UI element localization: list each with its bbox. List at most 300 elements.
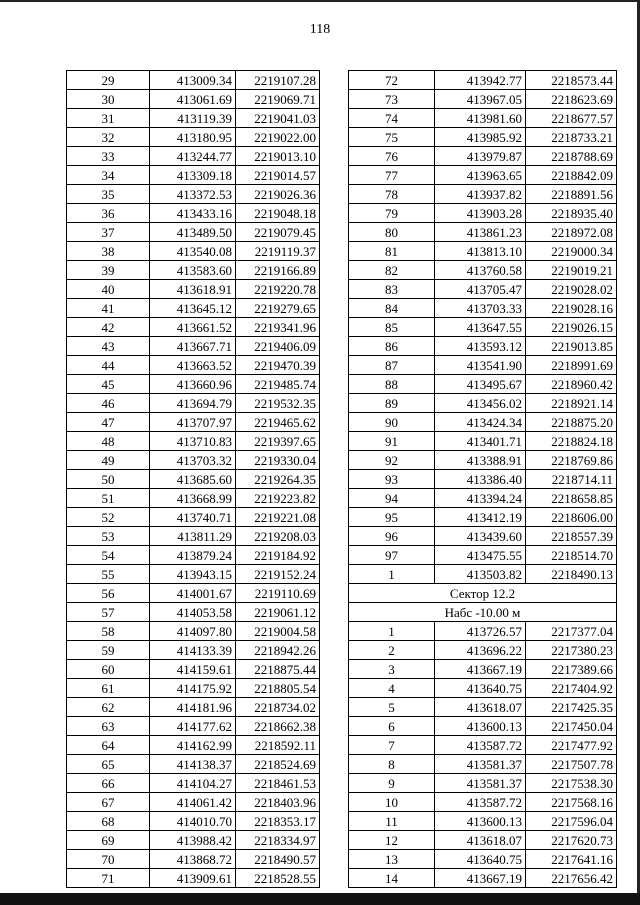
y-coordinate-cell: 2218769.86 xyxy=(526,451,617,470)
x-coordinate-cell: 413541.90 xyxy=(435,356,526,375)
table-row xyxy=(67,147,320,166)
point-number-cell: 96 xyxy=(349,527,435,546)
x-coordinate-cell: 413967.05 xyxy=(435,90,526,109)
table-row xyxy=(349,793,617,812)
point-number-cell: 51 xyxy=(67,489,150,508)
y-coordinate-cell: 2219028.02 xyxy=(526,280,617,299)
y-coordinate-cell: 2218606.00 xyxy=(526,508,617,527)
x-coordinate-cell: 413903.28 xyxy=(435,204,526,223)
table-row xyxy=(67,204,320,223)
x-coordinate-cell: 413587.72 xyxy=(435,736,526,755)
point-number-cell: 95 xyxy=(349,508,435,527)
y-coordinate-cell: 2218623.69 xyxy=(526,90,617,109)
point-number-cell: 2 xyxy=(349,641,435,660)
x-coordinate-cell: 414001.67 xyxy=(150,584,236,603)
point-number-cell: 1 xyxy=(349,622,435,641)
y-coordinate-cell: 2219279.65 xyxy=(236,299,320,318)
point-number-cell: 84 xyxy=(349,299,435,318)
y-coordinate-cell: 2218403.96 xyxy=(236,793,320,812)
point-number-cell: 53 xyxy=(67,527,150,546)
y-coordinate-cell: 2219014.57 xyxy=(236,166,320,185)
table-row xyxy=(67,337,320,356)
point-number-cell: 71 xyxy=(67,869,150,888)
x-coordinate-cell: 414061.42 xyxy=(150,793,236,812)
y-coordinate-cell: 2218921.14 xyxy=(526,394,617,413)
y-coordinate-cell: 2217380.23 xyxy=(526,641,617,660)
point-number-cell: 50 xyxy=(67,470,150,489)
point-number-cell: 70 xyxy=(67,850,150,869)
y-coordinate-cell: 2218788.69 xyxy=(526,147,617,166)
table-row xyxy=(349,261,617,280)
table-row xyxy=(349,204,617,223)
table-row xyxy=(349,394,617,413)
table-row xyxy=(349,223,617,242)
table-row xyxy=(349,432,617,451)
table-row xyxy=(349,736,617,755)
table-row xyxy=(349,109,617,128)
y-coordinate-cell: 2219022.00 xyxy=(236,128,320,147)
coordinates-table-right xyxy=(348,70,617,888)
point-number-cell: 37 xyxy=(67,223,150,242)
y-coordinate-cell: 2219166.89 xyxy=(236,261,320,280)
point-number-cell: 52 xyxy=(67,508,150,527)
point-number-cell: 11 xyxy=(349,812,435,831)
x-coordinate-cell: 413861.23 xyxy=(435,223,526,242)
point-number-cell: 49 xyxy=(67,451,150,470)
point-number-cell: 36 xyxy=(67,204,150,223)
point-number-cell: 60 xyxy=(67,660,150,679)
point-number-cell: 92 xyxy=(349,451,435,470)
point-number-cell: 7 xyxy=(349,736,435,755)
table-row xyxy=(349,622,617,641)
point-number-cell: 38 xyxy=(67,242,150,261)
table-row xyxy=(349,470,617,489)
table-row xyxy=(67,755,320,774)
y-coordinate-cell: 2219220.78 xyxy=(236,280,320,299)
table-row xyxy=(67,679,320,698)
y-coordinate-cell: 2218733.21 xyxy=(526,128,617,147)
table-row xyxy=(67,546,320,565)
x-coordinate-cell: 413495.67 xyxy=(435,375,526,394)
x-coordinate-cell: 413583.60 xyxy=(150,261,236,280)
table-row xyxy=(349,698,617,717)
table-row xyxy=(349,546,617,565)
x-coordinate-cell: 413244.77 xyxy=(150,147,236,166)
y-coordinate-cell: 2218991.69 xyxy=(526,356,617,375)
table-row xyxy=(349,869,617,888)
x-coordinate-cell: 413981.60 xyxy=(435,109,526,128)
y-coordinate-cell: 2219221.08 xyxy=(236,508,320,527)
table-row xyxy=(349,565,617,584)
y-coordinate-cell: 2219465.62 xyxy=(236,413,320,432)
y-coordinate-cell: 2219004.58 xyxy=(236,622,320,641)
x-coordinate-cell: 413309.18 xyxy=(150,166,236,185)
y-coordinate-cell: 2219079.45 xyxy=(236,223,320,242)
x-coordinate-cell: 413663.52 xyxy=(150,356,236,375)
point-number-cell: 94 xyxy=(349,489,435,508)
point-number-cell: 62 xyxy=(67,698,150,717)
table-row xyxy=(349,508,617,527)
x-coordinate-cell: 413424.34 xyxy=(435,413,526,432)
y-coordinate-cell: 2219061.12 xyxy=(236,603,320,622)
x-coordinate-cell: 413685.60 xyxy=(150,470,236,489)
x-coordinate-cell: 413412.19 xyxy=(435,508,526,527)
table-row xyxy=(67,774,320,793)
x-coordinate-cell: 413647.55 xyxy=(435,318,526,337)
point-number-cell: 74 xyxy=(349,109,435,128)
point-number-cell: 46 xyxy=(67,394,150,413)
x-coordinate-cell: 413009.34 xyxy=(150,71,236,90)
y-coordinate-cell: 2219119.37 xyxy=(236,242,320,261)
y-coordinate-cell: 2219184.92 xyxy=(236,546,320,565)
x-coordinate-cell: 414010.70 xyxy=(150,812,236,831)
y-coordinate-cell: 2219026.15 xyxy=(526,318,617,337)
table-row xyxy=(67,508,320,527)
x-coordinate-cell: 413386.40 xyxy=(435,470,526,489)
x-coordinate-cell: 413985.92 xyxy=(435,128,526,147)
point-number-cell: 82 xyxy=(349,261,435,280)
table-row xyxy=(349,831,617,850)
y-coordinate-cell: 2217568.16 xyxy=(526,793,617,812)
table-row xyxy=(67,641,320,660)
point-number-cell: 83 xyxy=(349,280,435,299)
x-coordinate-cell: 413661.52 xyxy=(150,318,236,337)
point-number-cell: 4 xyxy=(349,679,435,698)
y-coordinate-cell: 2219041.03 xyxy=(236,109,320,128)
y-coordinate-cell: 2217596.04 xyxy=(526,812,617,831)
point-number-cell: 58 xyxy=(67,622,150,641)
table-row xyxy=(349,185,617,204)
table-row xyxy=(349,774,617,793)
x-coordinate-cell: 413707.97 xyxy=(150,413,236,432)
section-subtitle: Набс -10.00 м xyxy=(349,603,617,622)
point-number-cell: 57 xyxy=(67,603,150,622)
y-coordinate-cell: 2218557.39 xyxy=(526,527,617,546)
x-coordinate-cell: 413705.47 xyxy=(435,280,526,299)
x-coordinate-cell: 413811.29 xyxy=(150,527,236,546)
point-number-cell: 89 xyxy=(349,394,435,413)
y-coordinate-cell: 2218461.53 xyxy=(236,774,320,793)
y-coordinate-cell: 2219069.71 xyxy=(236,90,320,109)
x-coordinate-cell: 413667.71 xyxy=(150,337,236,356)
y-coordinate-cell: 2218805.54 xyxy=(236,679,320,698)
x-coordinate-cell: 413813.10 xyxy=(435,242,526,261)
x-coordinate-cell: 413388.91 xyxy=(435,451,526,470)
x-coordinate-cell: 413943.15 xyxy=(150,565,236,584)
point-number-cell: 47 xyxy=(67,413,150,432)
x-coordinate-cell: 414159.61 xyxy=(150,660,236,679)
y-coordinate-cell: 2218714.11 xyxy=(526,470,617,489)
point-number-cell: 43 xyxy=(67,337,150,356)
point-number-cell: 65 xyxy=(67,755,150,774)
point-number-cell: 8 xyxy=(349,755,435,774)
x-coordinate-cell: 413618.07 xyxy=(435,698,526,717)
table-row xyxy=(349,242,617,261)
y-coordinate-cell: 2219341.96 xyxy=(236,318,320,337)
x-coordinate-cell: 413868.72 xyxy=(150,850,236,869)
y-coordinate-cell: 2218677.57 xyxy=(526,109,617,128)
table-row xyxy=(67,869,320,888)
y-coordinate-cell: 2218662.38 xyxy=(236,717,320,736)
y-coordinate-cell: 2218875.44 xyxy=(236,660,320,679)
table-row xyxy=(349,166,617,185)
x-coordinate-cell: 413879.24 xyxy=(150,546,236,565)
x-coordinate-cell: 413600.13 xyxy=(435,717,526,736)
point-number-cell: 67 xyxy=(67,793,150,812)
point-number-cell: 54 xyxy=(67,546,150,565)
table-row xyxy=(67,185,320,204)
x-coordinate-cell: 413740.71 xyxy=(150,508,236,527)
y-coordinate-cell: 2219110.69 xyxy=(236,584,320,603)
y-coordinate-cell: 2217538.30 xyxy=(526,774,617,793)
table-row xyxy=(67,90,320,109)
table-row xyxy=(349,489,617,508)
point-number-cell: 32 xyxy=(67,128,150,147)
x-coordinate-cell: 413618.91 xyxy=(150,280,236,299)
y-coordinate-cell: 2218935.40 xyxy=(526,204,617,223)
table-row xyxy=(349,451,617,470)
point-number-cell: 40 xyxy=(67,280,150,299)
y-coordinate-cell: 2219470.39 xyxy=(236,356,320,375)
x-coordinate-cell: 413503.82 xyxy=(435,565,526,584)
point-number-cell: 29 xyxy=(67,71,150,90)
x-coordinate-cell: 413600.13 xyxy=(435,812,526,831)
table-row xyxy=(67,698,320,717)
y-coordinate-cell: 2218875.20 xyxy=(526,413,617,432)
y-coordinate-cell: 2219019.21 xyxy=(526,261,617,280)
point-number-cell: 77 xyxy=(349,166,435,185)
x-coordinate-cell: 413726.57 xyxy=(435,622,526,641)
point-number-cell: 69 xyxy=(67,831,150,850)
table-row xyxy=(67,603,320,622)
y-coordinate-cell: 2219000.34 xyxy=(526,242,617,261)
table-row xyxy=(349,337,617,356)
y-coordinate-cell: 2217656.42 xyxy=(526,869,617,888)
x-coordinate-cell: 413667.19 xyxy=(435,869,526,888)
y-coordinate-cell: 2217377.04 xyxy=(526,622,617,641)
table-row xyxy=(67,660,320,679)
table-row xyxy=(67,584,320,603)
y-coordinate-cell: 2218734.02 xyxy=(236,698,320,717)
table-row xyxy=(67,394,320,413)
table-row xyxy=(67,318,320,337)
table-row xyxy=(67,299,320,318)
table-row xyxy=(67,242,320,261)
table-row xyxy=(67,413,320,432)
point-number-cell: 66 xyxy=(67,774,150,793)
table-row xyxy=(349,641,617,660)
table-row xyxy=(349,71,617,90)
point-number-cell: 88 xyxy=(349,375,435,394)
point-number-cell: 90 xyxy=(349,413,435,432)
x-coordinate-cell: 413433.16 xyxy=(150,204,236,223)
x-coordinate-cell: 414175.92 xyxy=(150,679,236,698)
point-number-cell: 6 xyxy=(349,717,435,736)
y-coordinate-cell: 2218490.13 xyxy=(526,565,617,584)
point-number-cell: 45 xyxy=(67,375,150,394)
x-coordinate-cell: 414177.62 xyxy=(150,717,236,736)
table-row xyxy=(67,850,320,869)
point-number-cell: 68 xyxy=(67,812,150,831)
x-coordinate-cell: 414181.96 xyxy=(150,698,236,717)
table-row xyxy=(67,527,320,546)
table-row xyxy=(349,299,617,318)
point-number-cell: 31 xyxy=(67,109,150,128)
point-number-cell: 93 xyxy=(349,470,435,489)
table-row xyxy=(67,831,320,850)
x-coordinate-cell: 413660.96 xyxy=(150,375,236,394)
x-coordinate-cell: 414097.80 xyxy=(150,622,236,641)
x-coordinate-cell: 413618.07 xyxy=(435,831,526,850)
y-coordinate-cell: 2217389.66 xyxy=(526,660,617,679)
table-row xyxy=(349,717,617,736)
point-number-cell: 5 xyxy=(349,698,435,717)
page-number: 118 xyxy=(309,22,331,37)
x-coordinate-cell: 413937.82 xyxy=(435,185,526,204)
point-number-cell: 85 xyxy=(349,318,435,337)
table-row xyxy=(67,793,320,812)
x-coordinate-cell: 413640.75 xyxy=(435,679,526,698)
point-number-cell: 81 xyxy=(349,242,435,261)
table-row xyxy=(67,565,320,584)
table-row xyxy=(67,432,320,451)
section-header-block xyxy=(349,584,617,622)
x-coordinate-cell: 413581.37 xyxy=(435,755,526,774)
y-coordinate-cell: 2218592.11 xyxy=(236,736,320,755)
point-number-cell: 59 xyxy=(67,641,150,660)
x-coordinate-cell: 413703.32 xyxy=(150,451,236,470)
point-number-cell: 3 xyxy=(349,660,435,679)
x-coordinate-cell: 413372.53 xyxy=(150,185,236,204)
y-coordinate-cell: 2217450.04 xyxy=(526,717,617,736)
x-coordinate-cell: 413667.19 xyxy=(435,660,526,679)
table-row xyxy=(67,736,320,755)
x-coordinate-cell: 414138.37 xyxy=(150,755,236,774)
point-number-cell: 63 xyxy=(67,717,150,736)
point-number-cell: 30 xyxy=(67,90,150,109)
x-coordinate-cell: 413593.12 xyxy=(435,337,526,356)
point-number-cell: 12 xyxy=(349,831,435,850)
y-coordinate-cell: 2218658.85 xyxy=(526,489,617,508)
y-coordinate-cell: 2219397.65 xyxy=(236,432,320,451)
x-coordinate-cell: 413979.87 xyxy=(435,147,526,166)
point-number-cell: 73 xyxy=(349,90,435,109)
point-number-cell: 79 xyxy=(349,204,435,223)
point-number-cell: 41 xyxy=(67,299,150,318)
y-coordinate-cell: 2219264.35 xyxy=(236,470,320,489)
point-number-cell: 10 xyxy=(349,793,435,812)
y-coordinate-cell: 2218573.44 xyxy=(526,71,617,90)
x-coordinate-cell: 413401.71 xyxy=(435,432,526,451)
y-coordinate-cell: 2219208.03 xyxy=(236,527,320,546)
x-coordinate-cell: 413760.58 xyxy=(435,261,526,280)
y-coordinate-cell: 2217425.35 xyxy=(526,698,617,717)
y-coordinate-cell: 2218842.09 xyxy=(526,166,617,185)
y-coordinate-cell: 2219532.35 xyxy=(236,394,320,413)
table-row xyxy=(67,717,320,736)
y-coordinate-cell: 2219330.04 xyxy=(236,451,320,470)
y-coordinate-cell: 2218960.42 xyxy=(526,375,617,394)
y-coordinate-cell: 2217641.16 xyxy=(526,850,617,869)
table-row xyxy=(67,71,320,90)
point-number-cell: 61 xyxy=(67,679,150,698)
table-row xyxy=(349,812,617,831)
table-row xyxy=(67,223,320,242)
y-coordinate-cell: 2218524.69 xyxy=(236,755,320,774)
x-coordinate-cell: 413489.50 xyxy=(150,223,236,242)
point-number-cell: 33 xyxy=(67,147,150,166)
x-coordinate-cell: 413942.77 xyxy=(435,71,526,90)
table-row xyxy=(349,128,617,147)
y-coordinate-cell: 2217404.92 xyxy=(526,679,617,698)
table-row xyxy=(67,109,320,128)
x-coordinate-cell: 413963.65 xyxy=(435,166,526,185)
x-coordinate-cell: 414133.39 xyxy=(150,641,236,660)
x-coordinate-cell: 413540.08 xyxy=(150,242,236,261)
point-number-cell: 76 xyxy=(349,147,435,166)
table-row xyxy=(67,166,320,185)
point-number-cell: 35 xyxy=(67,185,150,204)
scan-edge-bottom xyxy=(0,893,640,905)
x-coordinate-cell: 414053.58 xyxy=(150,603,236,622)
point-number-cell: 9 xyxy=(349,774,435,793)
point-number-cell: 55 xyxy=(67,565,150,584)
x-coordinate-cell: 413645.12 xyxy=(150,299,236,318)
section-subtitle-row xyxy=(349,603,617,622)
point-number-cell: 87 xyxy=(349,356,435,375)
table-row xyxy=(67,812,320,831)
y-coordinate-cell: 2217620.73 xyxy=(526,831,617,850)
y-coordinate-cell: 2219028.16 xyxy=(526,299,617,318)
x-coordinate-cell: 413475.55 xyxy=(435,546,526,565)
x-coordinate-cell: 413909.61 xyxy=(150,869,236,888)
y-coordinate-cell: 2218353.17 xyxy=(236,812,320,831)
section-title-row xyxy=(349,584,617,603)
y-coordinate-cell: 2219013.10 xyxy=(236,147,320,166)
table-row xyxy=(349,375,617,394)
point-number-cell: 91 xyxy=(349,432,435,451)
y-coordinate-cell: 2218824.18 xyxy=(526,432,617,451)
y-coordinate-cell: 2219013.85 xyxy=(526,337,617,356)
x-coordinate-cell: 413988.42 xyxy=(150,831,236,850)
x-coordinate-cell: 413694.79 xyxy=(150,394,236,413)
point-number-cell: 75 xyxy=(349,128,435,147)
x-coordinate-cell: 413119.39 xyxy=(150,109,236,128)
y-coordinate-cell: 2218942.26 xyxy=(236,641,320,660)
table-row xyxy=(349,356,617,375)
y-coordinate-cell: 2219026.36 xyxy=(236,185,320,204)
table-row xyxy=(349,850,617,869)
y-coordinate-cell: 2218490.57 xyxy=(236,850,320,869)
point-number-cell: 64 xyxy=(67,736,150,755)
x-coordinate-cell: 413710.83 xyxy=(150,432,236,451)
table-row xyxy=(67,261,320,280)
point-number-cell: 13 xyxy=(349,850,435,869)
y-coordinate-cell: 2218528.55 xyxy=(236,869,320,888)
point-number-cell: 14 xyxy=(349,869,435,888)
point-number-cell: 86 xyxy=(349,337,435,356)
table-row xyxy=(349,755,617,774)
x-coordinate-cell: 413061.69 xyxy=(150,90,236,109)
point-number-cell: 1 xyxy=(349,565,435,584)
point-number-cell: 44 xyxy=(67,356,150,375)
table-row xyxy=(67,280,320,299)
y-coordinate-cell: 2218514.70 xyxy=(526,546,617,565)
x-coordinate-cell: 413640.75 xyxy=(435,850,526,869)
scan-edge-top xyxy=(0,0,640,2)
x-coordinate-cell: 413668.99 xyxy=(150,489,236,508)
table-row xyxy=(349,147,617,166)
